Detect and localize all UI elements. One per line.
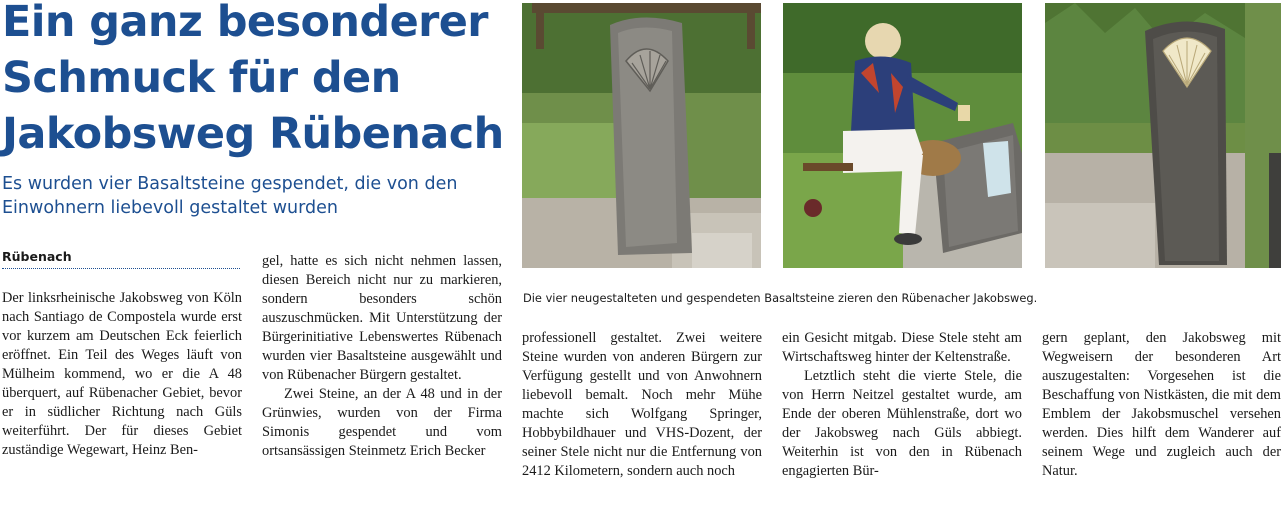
subheadline: [2, 172, 502, 220]
paragraph: Letztlich steht die vierte Stele, die von Herrn Neitzel gestaltet wurde, am Ende der oberen Mühlenstraße, dort wo der Jakobsweg nach Güls abbiegt. Weiterhin ist von den in Rübenach engagierten Bür-: [782, 368, 1022, 479]
photo-stele-shell: [522, 3, 761, 268]
article-column-5: [1042, 329, 1281, 531]
photo-stele-shell-image: [522, 3, 761, 268]
subheadline-line: Es wurden vier Basaltsteine gespendet, die von den: [2, 174, 458, 194]
headline-line: Ein ganz besonderer: [2, 0, 488, 47]
article-column-1: [2, 289, 242, 531]
subheadline-line: Einwohnern liebevoll gestaltet wurden: [2, 198, 338, 218]
paragraph: ein Gesicht mitgab. Diese Stele steht am Wirtschaftsweg hinter der Keltenstraße.: [782, 330, 1022, 365]
photo-painted-stele-image: [1045, 3, 1281, 268]
photo-woman-painting-image: [783, 3, 1022, 268]
photo-painted-stele: [1045, 3, 1281, 268]
article-column-4: [782, 329, 1022, 531]
paragraph: professionell gestaltet. Zwei weitere Steine wurden von anderen Bürgern zur Verfügung gestellt und von Anwohnern liebevoll bemalt. Noch mehr Mühe machte sich Wolfgang Springer, Hobbybildhauer und VHS-Dozent, der seiner Stele nicht nur die Entfernung von 2412 Kilometern, sondern auch noch: [522, 330, 762, 479]
headline-line: Jakobsweg Rübenach: [2, 109, 504, 159]
photo-woman-painting: [783, 3, 1022, 268]
photo-caption: Die vier neugestalteten und gespendeten Basaltsteine zieren den Rübenacher Jakobsweg.: [523, 291, 1038, 305]
headline: [2, 0, 502, 162]
dateline: Rübenach: [2, 249, 240, 269]
paragraph: gern geplant, den Jakobsweg mit Wegweisern der besonderen Art auszugestalten: Vorgesehen ist die Beschaffung von Nistkästen, die mit dem Emblem der Jakobsmuschel versehen werden. Dies hilft dem Wanderer auf seinem Wege und zugleich auch der Natur.: [1042, 330, 1281, 479]
headline-line: Schmuck für den: [2, 53, 401, 103]
article-column-3: [522, 329, 762, 531]
paragraph: Der linksrheinische Jakobsweg von Köln nach Santiago de Compostela wurde erst vor kurzem am Deutschen Eck feierlich eröffnet. Ein Teil des Weges läuft von Mülheim kommend, wo er die A 48 überquert, auf Rübenacher Gebiet, bevor er in südlicher Richtung nach Güls weiterführt. Der für dieses Gebiet zuständige Wegewart, Heinz Ben-: [2, 290, 242, 458]
paragraph: Zwei Steine, an der A 48 und in der Grünwies, wurden von der Firma Simonis gespendet und vom ortsansässigen Steinmetz Erich Becker: [262, 386, 502, 459]
paragraph: gel, hatte es sich nicht nehmen lassen, diesen Bereich nicht nur zu markieren, sondern besonders schön auszuschmücken. Mit Unterstützung der Bürgerinitiative Lebenswertes Rübenach wurden vier Basaltsteine ausgewählt und von Rübenacher Bürgern gestaltet.: [262, 253, 502, 383]
article-column-2: [262, 252, 502, 531]
